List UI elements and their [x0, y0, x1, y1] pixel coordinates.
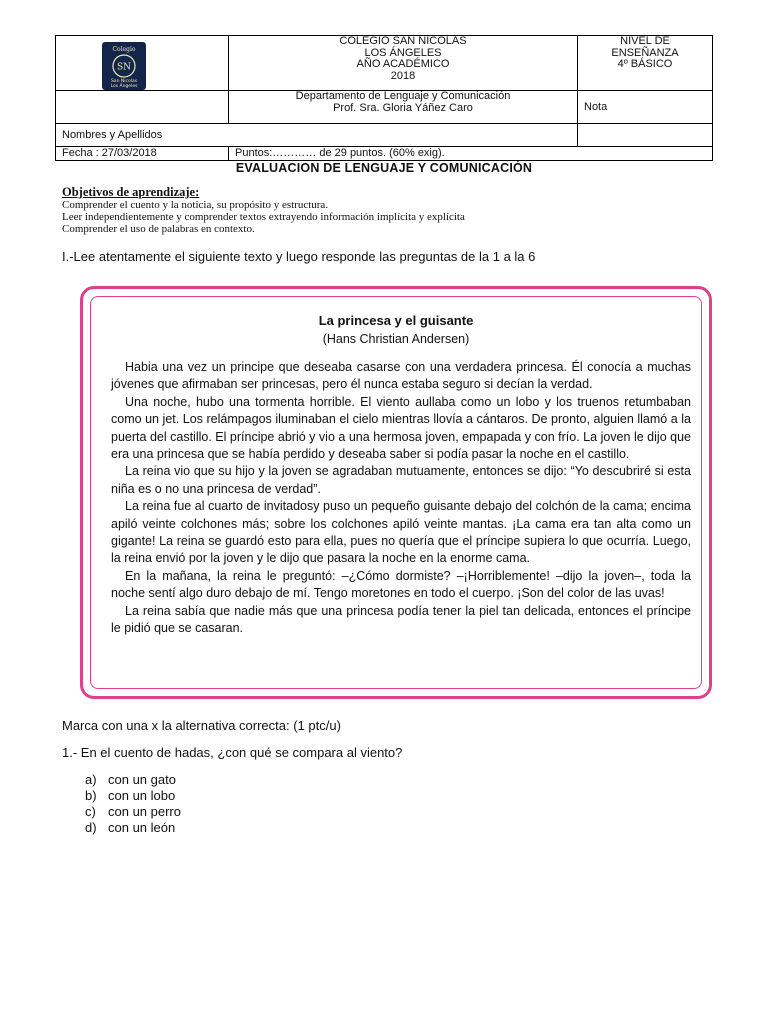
story-body [111, 359, 691, 638]
objectives-section [62, 185, 465, 235]
teacher: Prof. Sra. Gloria Yáñez Caro [333, 101, 473, 114]
reading-instruction: I.-Lee atentamente el siguiente texto y luego responde las preguntas de la 1 a la 6 [62, 249, 536, 264]
academic-year-label: AÑO ACADÉMICO [356, 58, 450, 70]
question-instruction: Marca con una x la alternativa correcta: (1 ptc/u) [62, 718, 341, 733]
story-paragraph: Una noche, hubo una tormenta horrible. El viento aullaba como un lobo y los truenos retumbaban como un jet. Los relámpagos iluminaban el cielo mientras llovía a cántaros. De pronto, alguien llamó a la puerta del castillo. El príncipe abrió y vio a una hermosa joven, empapada y con frío. La joven le dijo que era una princesa que se había perdido y deseaba saber si podía pasar la noche en el castillo. [111, 394, 691, 462]
school-name: COLEGIO SAN NICOLAS [339, 35, 467, 47]
story-paragraph: La reina sabía que nadie más que una princesa podía tener la piel tan delicada, entonces el príncipe le pidió que se casaran. [111, 603, 691, 636]
level-label-2: ENSEÑANZA [611, 46, 679, 59]
header-table [55, 35, 713, 161]
story-frame [80, 286, 712, 699]
option-letter: d) [85, 820, 97, 835]
option-letter: a) [85, 772, 97, 787]
school-city: LOS ÁNGELES [364, 46, 442, 59]
story-paragraph: En la mañana, la reina le preguntó: –¿Cómo dormiste? –¡Horriblemente! –dijo la joven–, toda la noche sentí algo duro debajo de mí. Tengo moretones en todo el cuerpo. ¡Son del color de las uvas! [111, 568, 691, 601]
school-crest-logo [102, 42, 146, 90]
svg-text:SN: SN [116, 62, 132, 73]
option-text: con un perro [108, 804, 181, 819]
level-value: 4º BÁSICO [617, 58, 673, 70]
option-c[interactable] [85, 804, 181, 820]
exam-title: EVALUACION DE LENGUAJE Y COMUNICACIÓN [235, 161, 533, 175]
date-cell [56, 147, 229, 161]
empty-cell [56, 91, 229, 124]
objective-item: Comprender el uso de palabras en contexto. [62, 223, 255, 235]
points-label: Puntos:………… de 29 puntos. (60% exig). [235, 147, 445, 159]
objectives-heading: Objetivos de aprendizaje: [62, 185, 200, 199]
svg-text:Colegio: Colegio [112, 46, 136, 53]
level-label: NIVEL DE [620, 35, 670, 47]
story-author: (Hans Christian Andersen) [322, 332, 470, 346]
points-cell [229, 147, 713, 161]
option-d[interactable] [85, 820, 181, 836]
academic-year: 2018 [390, 69, 416, 82]
names-field[interactable] [56, 124, 578, 147]
grade-label: Nota [584, 101, 608, 113]
question-1: 1.- En el cuento de hadas, ¿con qué se compara al viento? [62, 745, 403, 760]
option-text: con un gato [108, 772, 176, 787]
objective-item: Leer independientemente y comprender textos extrayendo información implícita y explícita [62, 211, 465, 223]
grade-cell[interactable] [578, 91, 713, 124]
names-label: Nombres y Apellidos [62, 129, 163, 141]
option-a[interactable] [85, 772, 181, 788]
story-paragraph: Habia una vez un principe que deseaba casarse con una verdadera princesa. Él conocía a muchas jóvenes que afirmaban ser princesas, pero él nunca estaba seguro si decían la verdad. [111, 360, 691, 392]
option-b[interactable] [85, 788, 181, 804]
svg-text:Los Ángeles: Los Ángeles [110, 84, 138, 89]
school-info-cell [229, 36, 578, 91]
svg-text:San Nicolas: San Nicolas [110, 79, 138, 84]
department-cell [229, 91, 578, 124]
objective-item: Comprender el cuento y la noticia, su propósito y estructura. [62, 199, 329, 211]
names-extra-cell [578, 124, 713, 147]
date-label: Fecha : 27/03/2018 [62, 147, 157, 159]
department: Departamento de Lenguaje y Comunicación [295, 90, 511, 102]
question-1-options [85, 772, 181, 836]
level-cell [578, 36, 713, 91]
option-text: con un león [108, 820, 176, 835]
story-paragraph: La reina fue al cuarto de invitadosy puso un pequeño guisante debajo del colchón de la cama; encima apiló veinte colchones más; sobre los colchones apiló veinte mantas. ¡La cama era tan alta como un gigante! La reina se guardó esto para ella, pues no quería que el príncipe supiera lo que ocurría. Luego, la reina envió por la joven y le dijo que pasara la noche en la enorme cama. [111, 499, 691, 566]
story-title: La princesa y el guisante [318, 313, 474, 328]
option-letter: c) [85, 804, 96, 819]
story-paragraph: La reina vio que su hijo y la joven se agradaban mutuamente, entonces se dijo: “Yo descubriré si esta niña es o no una princesa de verdad”. [111, 464, 691, 496]
option-text: con un lobo [108, 788, 176, 803]
logo-cell [56, 36, 229, 91]
option-letter: b) [85, 788, 97, 803]
